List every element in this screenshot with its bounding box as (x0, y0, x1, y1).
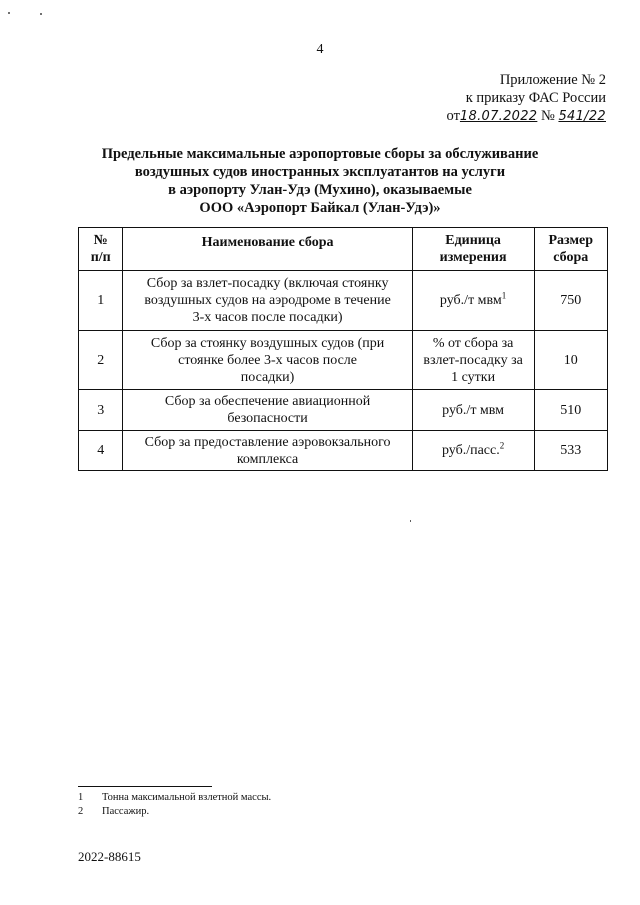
header-value (534, 228, 608, 271)
table-header-row (79, 228, 608, 271)
footnote-ref: 2 (499, 440, 505, 451)
scan-speck (410, 520, 411, 522)
row-name (123, 271, 412, 331)
title-line: Предельные максимальные аэропортовые сборы за обслуживание (101, 146, 539, 162)
header-unit (412, 228, 534, 271)
row-value: 750 (534, 271, 608, 331)
row-name-line: посадки) (240, 369, 295, 385)
row-value: 533 (534, 431, 608, 471)
header-unit-line2: измерения (439, 250, 507, 265)
row-unit-line: % от сбора за (432, 335, 514, 351)
row-name-line: комплекса (236, 451, 299, 467)
row-number: 1 (79, 271, 123, 331)
footnote-text: Пассажир. (102, 806, 150, 817)
footnote-text: Тонна максимальной взлетной массы. (102, 792, 272, 803)
row-unit: руб./т мвм (412, 390, 534, 431)
appendix-line3 (447, 107, 606, 126)
header-number-line1: № (93, 233, 108, 248)
document-code: 2022-88615 (78, 849, 141, 864)
header-unit-line1: Единица (445, 233, 501, 248)
row-unit-text: руб./т мвм (439, 293, 502, 308)
charges-table (78, 227, 608, 471)
table-row (79, 271, 608, 331)
footnote-number: 1 (78, 792, 84, 803)
header-name: Наименование сбора (123, 228, 412, 271)
row-name-line: воздушных судов на аэродроме в течение (144, 293, 391, 308)
row-unit-text: руб./пасс. (441, 443, 500, 458)
scan-speck (40, 13, 42, 15)
row-name-line: Сбор за взлет-посадку (включая стоянку (146, 276, 389, 291)
page-number: 4 (316, 42, 324, 57)
table-row (79, 331, 608, 390)
header-value-line1: Размер (548, 233, 593, 248)
appendix-number-prefix: № (540, 108, 555, 124)
row-name (123, 431, 412, 471)
scan-speck (8, 12, 10, 14)
row-unit (412, 431, 534, 471)
handwritten-date: 18.07.2022 (459, 109, 538, 124)
row-value: 10 (534, 331, 608, 390)
row-unit-line: 1 сутки (451, 369, 496, 385)
row-number: 3 (79, 390, 123, 431)
row-value: 510 (534, 390, 608, 431)
row-name-line: 3-х часов после посадки) (192, 310, 343, 325)
appendix-line2: к приказу ФАС России (465, 90, 606, 106)
handwritten-number: 541/22 (558, 109, 606, 124)
header-number-line2: п/п (90, 250, 111, 265)
appendix-from-prefix: от (446, 108, 460, 124)
footnote-ref: 1 (501, 290, 507, 301)
header-number (79, 228, 123, 271)
footnote (78, 791, 271, 805)
footnote-divider (78, 786, 212, 787)
row-name-line: Сбор за предоставление аэровокзального (144, 434, 391, 450)
table-row (79, 390, 608, 431)
title-line: в аэропорту Улан-Удэ (Мухино), оказываемые (168, 182, 472, 198)
row-name-line: стоянке более 3-х часов после (178, 352, 357, 368)
title-line: ООО «Аэропорт Байкал (Улан-Удэ)» (199, 200, 441, 216)
row-unit-line: взлет-посадку за (423, 352, 523, 368)
row-name-line: Сбор за стоянку воздушных судов (при (150, 335, 385, 351)
row-name (123, 331, 412, 390)
row-unit (412, 331, 534, 390)
row-number: 2 (79, 331, 123, 390)
title-line: воздушных судов иностранных эксплуатантов на услуги (134, 164, 506, 180)
appendix-line1: Приложение № 2 (499, 72, 606, 88)
row-unit (412, 271, 534, 331)
footnote-number: 2 (78, 806, 84, 817)
footnote (78, 805, 149, 819)
document-title (60, 145, 580, 217)
row-name (123, 390, 412, 431)
row-name-line: безопасности (227, 411, 308, 426)
header-value-line2: сбора (553, 250, 589, 265)
row-name-line: Сбор за обеспечение авиационной (164, 394, 371, 409)
appendix-header (447, 71, 606, 126)
row-number: 4 (79, 431, 123, 471)
table-row (79, 431, 608, 471)
